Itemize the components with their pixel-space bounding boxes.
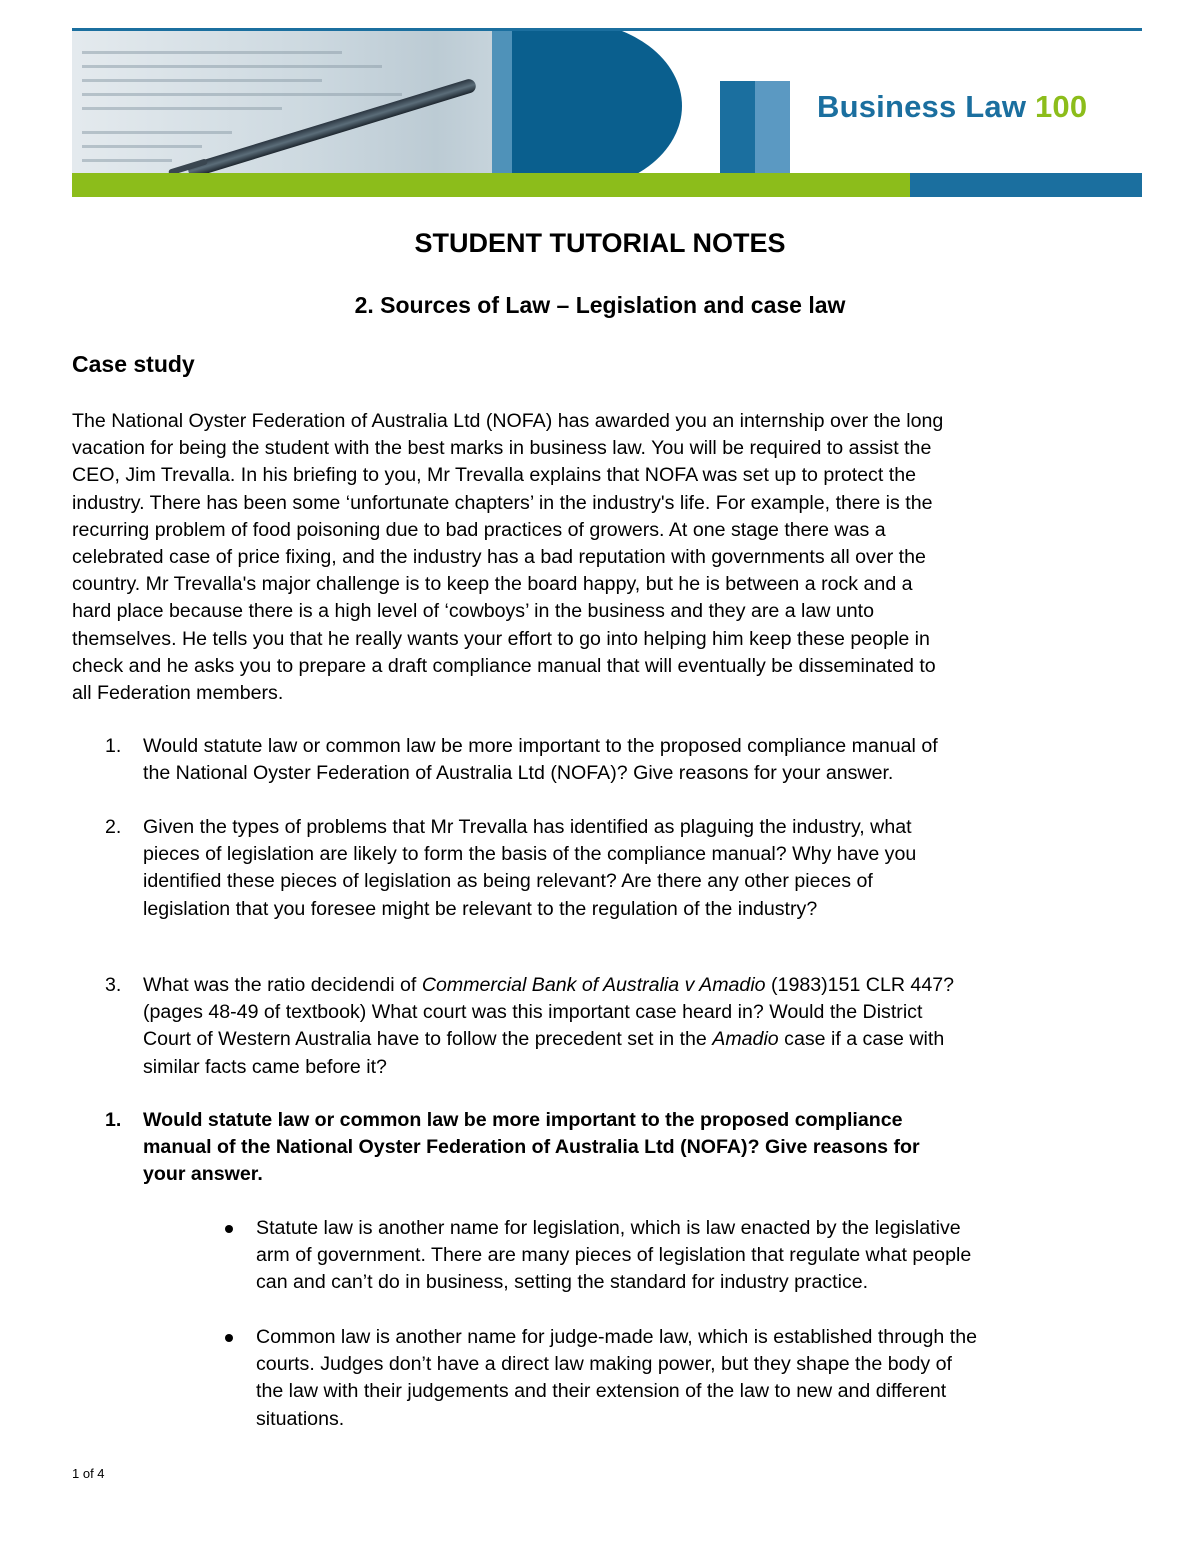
header-blue-bar [910, 173, 1142, 197]
bullet-icon [225, 1334, 233, 1342]
question-line: pieces of legislation are likely to form the basis of the compliance manual? Why have you [143, 843, 917, 866]
question-line: (pages 48-49 of textbook) What court was this important case heard in? Would the District [143, 1001, 923, 1024]
question-number: 1. [105, 735, 122, 757]
page-number: 1 of 4 [72, 1466, 105, 1481]
paragraph-line: hard place because there is a high level of ‘cowboys’ in the business and they are a law unto [72, 600, 875, 623]
pen-icon [187, 77, 478, 173]
banner-sweep-dark [512, 31, 682, 173]
case-citation: Commercial Bank of Australia v Amadio [421, 974, 766, 996]
case-study-paragraph [72, 408, 1142, 707]
bullet-line: can and can’t do in business, setting the standard for industry practice. [256, 1271, 869, 1294]
question-line: Would statute law or common law be more important to the proposed compliance manual of [143, 735, 938, 757]
brand-number: 100 [1034, 89, 1088, 124]
answer-heading-line: Would statute law or common law be more important to the proposed compliance [143, 1109, 903, 1131]
question-line: the National Oyster Federation of Australia Ltd (NOFA)? Give reasons for your answer. [143, 762, 894, 785]
page-subtitle: 2. Sources of Law – Legislation and case law [354, 292, 846, 318]
paragraph-line: all Federation members. [72, 682, 284, 705]
question-line: legislation that you foresee might be relevant to the regulation of the industry? [143, 897, 818, 920]
brand-name: Business Law [817, 89, 1027, 124]
question-line: Given the types of problems that Mr Trevalla has identified as plaguing the industry, what [143, 816, 912, 838]
bullet-line: arm of government. There are many pieces of legislation that regulate what people [256, 1244, 972, 1267]
page-title: STUDENT TUTORIAL NOTES [414, 228, 786, 258]
bullet-line: Common law is another name for judge-made law, which is established through the [256, 1326, 977, 1348]
paragraph-line: CEO, Jim Trevalla. In his briefing to you, Mr Trevalla explains that NOFA was set up to protect the [72, 464, 916, 487]
bullet-icon [225, 1225, 233, 1233]
question-line [143, 972, 954, 999]
question-number: 3. [105, 974, 122, 996]
paragraph-line: vacation for being the student with the best marks in business law. You will be required to assist the [72, 437, 932, 460]
paragraph-line: The National Oyster Federation of Australia Ltd (NOFA) has awarded you an internship over the long [72, 410, 944, 432]
question-text: What was the ratio decidendi of [143, 974, 422, 996]
answer-number: 1. [105, 1109, 122, 1131]
header-banner [72, 31, 1142, 173]
logo-mark-icon [720, 81, 790, 173]
bullet-line: the law with their judgements and their extension of the law to new and different [256, 1380, 947, 1403]
paragraph-line: country. Mr Trevalla's major challenge is to keep the board happy, but he is between a rock and a [72, 573, 913, 596]
question-text: case if a case with [778, 1028, 945, 1051]
answer-heading-line: manual of the National Oyster Federation of Australia Ltd (NOFA)? Give reasons for [143, 1136, 920, 1159]
question-number: 2. [105, 816, 122, 838]
case-name: Amadio [712, 1028, 779, 1051]
header-green-bar [72, 173, 910, 197]
answer-heading-line: your answer. [143, 1163, 263, 1186]
case-study-heading: Case study [72, 351, 195, 377]
bullet-line: Statute law is another name for legislation, which is law enacted by the legislative [256, 1217, 961, 1239]
question-text: Court of Western Australia have to follow the precedent set in the [143, 1028, 713, 1051]
question-line: identified these pieces of legislation as being relevant? Are there any other pieces of [143, 870, 873, 893]
paragraph-line: industry. There has been some ‘unfortunate chapters’ in the industry's life. For example, there is the [72, 491, 933, 514]
paragraph-line: check and he asks you to prepare a draft compliance manual that will eventually be disseminated to [72, 654, 936, 677]
paragraph-line: recurring problem of food poisoning due to bad practices of growers. At one stage there was a [72, 518, 886, 541]
question-text: (1983)151 CLR 447? [765, 974, 955, 996]
question-line: similar facts came before it? [143, 1055, 387, 1078]
paragraph-line: celebrated case of price fixing, and the industry has a bad reputation with governments all over the [72, 546, 926, 569]
paragraph-line: themselves. He tells you that he really wants your effort to go into helping him keep these people in [72, 627, 930, 650]
bullet-line: situations. [256, 1407, 345, 1430]
question-line [143, 1026, 954, 1053]
brand-title [817, 89, 1087, 125]
bullet-line: courts. Judges don’t have a direct law making power, but they shape the body of [256, 1353, 952, 1376]
